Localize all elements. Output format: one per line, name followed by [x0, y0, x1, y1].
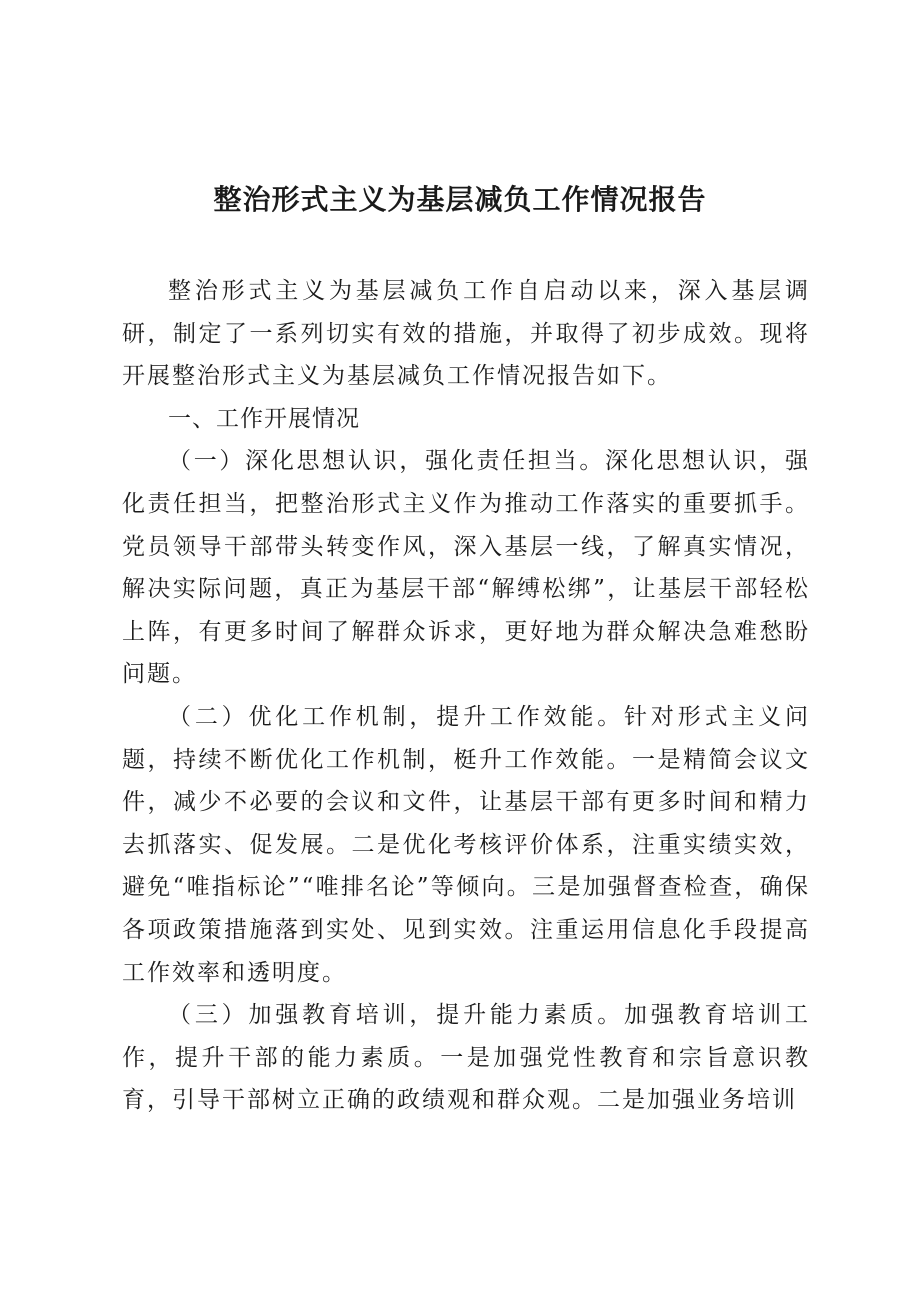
paragraph-3: （三）加强教育培训，提升能力素质。加强教育培训工作，提升干部的能力素质。一是加强党性教育和宗旨意识教育，引导干部树立正确的政绩观和群众观。二是加强业务培训 [122, 1002, 810, 1114]
document-title: 整治形式主义为基层减负工作情况报告 [213, 183, 707, 216]
document-body [122, 270, 810, 1122]
paragraph-1: （一）深化思想认识，强化责任担当。深化思想认识，强化责任担当，把整治形式主义作为推动工作落实的重要抓手。党员领导干部带头转变作风，深入基层一线，了解真实情况，解决实际问题，真正为基层干部“解缚松绑”，让基层干部轻松上阵，有更多时间了解群众诉求，更好地为群众解决急难愁盼问题。 [122, 448, 810, 688]
paragraph-2: （二）优化工作机制，提升工作效能。针对形式主义问题，持续不断优化工作机制，梃升工作效能。一是精简会议文件，减少不必要的会议和文件，让基层干部有更多时间和精力去抓落实、促发展。二是优化考核评价体系，注重实绩实效，避免“唯指标论”“唯排名论”等倾向。三是加强督查检查，确保各项政策措施落到实处、见到实效。注重运用信息化手段提高工作效率和透明度。 [122, 703, 810, 986]
intro-paragraph: 整治形式主义为基层减负工作自启动以来，深入基层调研，制定了一系列切实有效的措施，并取得了初步成效。现将开展整治形式主义为基层减负工作情况报告如下。 [122, 278, 810, 390]
section-heading: 一、工作开展情况 [168, 405, 360, 432]
